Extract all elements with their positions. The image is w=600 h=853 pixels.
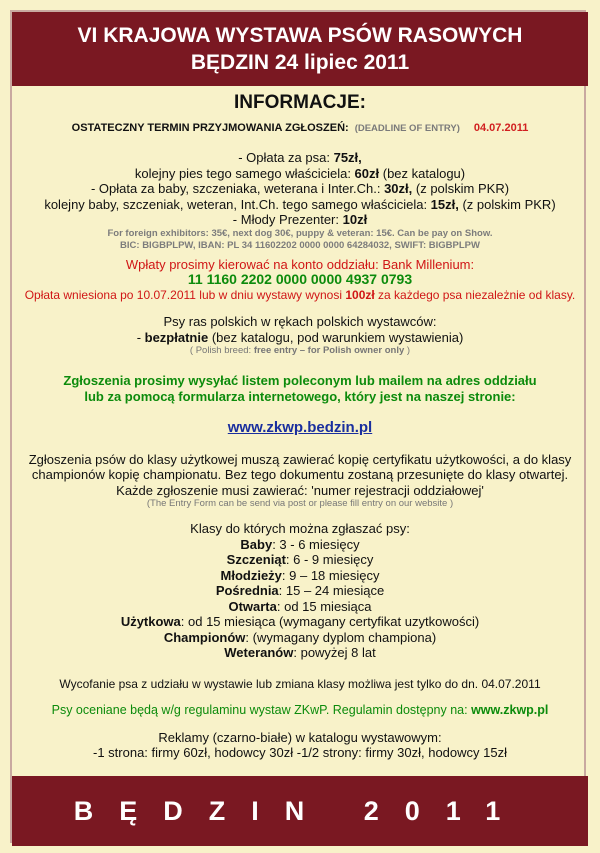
text: (z polskim PKR): [458, 196, 556, 212]
withdrawal-info: Wycofanie psa z udziału w wystawie lub zmiana klasy możliwa jest tylko do dn. 04.07.2011: [59, 676, 541, 691]
text: - Młody Prezenter:: [232, 212, 343, 227]
polish-english: [12, 345, 588, 357]
classes-intro: Klasy do których można zgłaszać psy:: [190, 521, 410, 536]
class-item: [12, 552, 588, 568]
submit-line-2: lub za pomocą formularza internetowego, który jest na naszej stronie:: [84, 388, 516, 404]
header-banner: [12, 12, 588, 86]
class-age: : od 15 miesiąca: [276, 598, 372, 614]
free-label: bezpłatnie: [144, 329, 209, 345]
fee-amount: 75zł,: [333, 150, 362, 165]
deadline-date: 04.07.2011: [473, 121, 529, 134]
class-name: Młodzieży: [220, 567, 282, 583]
submit-line-1: Zgłoszenia prosimy wysyłać listem poleconym lub mailem na adres oddziału: [63, 373, 537, 388]
class-name: Szczeniąt: [226, 552, 286, 567]
entry-form-english: (The Entry Form can be send via post or please fill entry on our website ): [146, 498, 454, 509]
fee-line-2: [12, 166, 588, 182]
class-age: : (wymagany dyplom championa): [245, 629, 437, 645]
polish-breeds: Psy ras polskich w rękach polskich wystawców:: [163, 314, 437, 329]
class-item: [12, 583, 588, 599]
class-item: [12, 614, 588, 630]
polish-free: [12, 330, 588, 346]
deadline-label: OSTATECZNY TERMIN PRZYJMOWANIA ZGŁOSZEŃ:: [71, 121, 349, 134]
class-item: [12, 537, 588, 553]
rules-link[interactable]: www.zkwp.pl: [471, 703, 549, 717]
header-title: VI KRAJOWA WYSTAWA PSÓW RASOWYCH: [77, 24, 523, 47]
bank-account: 11 1160 2202 0000 0000 4937 0793: [187, 271, 413, 287]
fee-line-1: [12, 150, 588, 166]
text: ( Polish breed:: [189, 345, 254, 356]
class-age: : 9 – 18 miesięcy: [281, 567, 380, 583]
info-content: [12, 92, 588, 761]
header-subtitle: BĘDZIN 24 lipiec 2011: [190, 51, 410, 74]
foreign-fees: For foreign exhibitors: 35€, next dog 30€, puppy & veteran: 15€. Can be pay on Show.: [107, 227, 493, 239]
page-title: INFORMACJE:: [234, 92, 366, 113]
working-class-3: Każde zgłoszenie musi zawierać: 'numer rejestracji oddziałowej': [116, 482, 484, 498]
ads-prices: -1 strona: firmy 60zł, hodowcy 30zł -1/2 strony: firmy 30zł, hodowcy 15zł: [93, 745, 507, 760]
working-class-1: Zgłoszenia psów do klasy użytkowej muszą zawierać kopię certyfikatu użytkowości, a do klasy: [28, 451, 572, 467]
class-list: [12, 537, 588, 661]
class-age: : od 15 miesiąca (wymagany certyfikat uzytkowości): [180, 614, 480, 629]
foreign-bank: BIC: BIGBPLPW, IBAN: PL 34 11602202 0000 0000 64284032, SWIFT: BIGBPLPW: [120, 239, 480, 251]
class-name: Użytkowa: [120, 614, 181, 629]
class-name: Championów: [163, 629, 246, 645]
text: - Opłata za baby, szczeniaka, weterana i Inter.Ch.:: [90, 181, 385, 196]
deadline-english: (DEADLINE OF ENTRY): [354, 122, 460, 134]
text: kolejny baby, szczeniak, weteran, Int.Ch. tego samego właściciela:: [44, 196, 431, 212]
class-item: [12, 568, 588, 584]
class-age: : 6 - 9 miesięcy: [285, 552, 374, 567]
class-item: [12, 630, 588, 646]
fee-line-3: [12, 181, 588, 197]
class-item: [12, 645, 588, 661]
working-class-2: championów kopię championatu. Bez tego dokumentu zostaną przesunięte do klasy otwartej.: [31, 467, 569, 482]
rules-info: [12, 703, 588, 719]
fee-line-4: [12, 197, 588, 213]
class-name: Pośrednia: [215, 583, 279, 598]
class-name: Baby: [240, 536, 273, 552]
fee-line-5: [12, 212, 588, 228]
text: (bez katalogu): [379, 165, 466, 181]
class-age: : 15 – 24 miesiące: [278, 583, 385, 598]
text: ): [404, 345, 411, 356]
deadline-line: [12, 121, 588, 137]
text: za każdego psa niezależnie od klasy.: [374, 287, 576, 302]
class-item: [12, 599, 588, 615]
footer-banner: [12, 776, 588, 846]
text: - Opłata za psa:: [238, 150, 334, 165]
fee-amount: 10zł: [342, 212, 368, 227]
fee-amount: 15zł,: [430, 196, 459, 212]
text: free entry – for Polish owner only: [253, 345, 405, 356]
class-age: : powyżej 8 lat: [293, 645, 376, 660]
class-name: Weteranów: [224, 645, 294, 660]
text: Psy oceniane będą w/g regulaminu wystaw ZKwP. Regulamin dostępny na:: [51, 703, 472, 717]
text: (z polskim PKR): [412, 181, 510, 196]
fee-amount: 30zł,: [384, 181, 413, 196]
class-name: Otwarta: [228, 598, 277, 614]
text: -: [136, 329, 145, 345]
text: (bez katalogu, pod warunkiem wystawienia): [208, 329, 464, 345]
fee-amount: 100zł: [345, 287, 375, 302]
payment-info: Wpłaty prosimy kierować na konto oddziału: Bank Millenium:: [125, 256, 475, 272]
late-fee: [12, 288, 588, 304]
website-link[interactable]: www.zkwp.bedzin.pl: [227, 419, 373, 436]
footer-text: BĘDZIN 2011: [73, 796, 527, 826]
text: kolejny pies tego samego właściciela:: [134, 165, 355, 181]
ads-title: Reklamy (czarno-białe) w katalogu wystawowym:: [158, 729, 442, 745]
fee-amount: 60zł: [354, 165, 380, 181]
class-age: : 3 - 6 miesięcy: [272, 536, 360, 552]
text: Opłata wniesiona po 10.07.2011 lub w dniu wystawy wynosi: [24, 287, 346, 302]
